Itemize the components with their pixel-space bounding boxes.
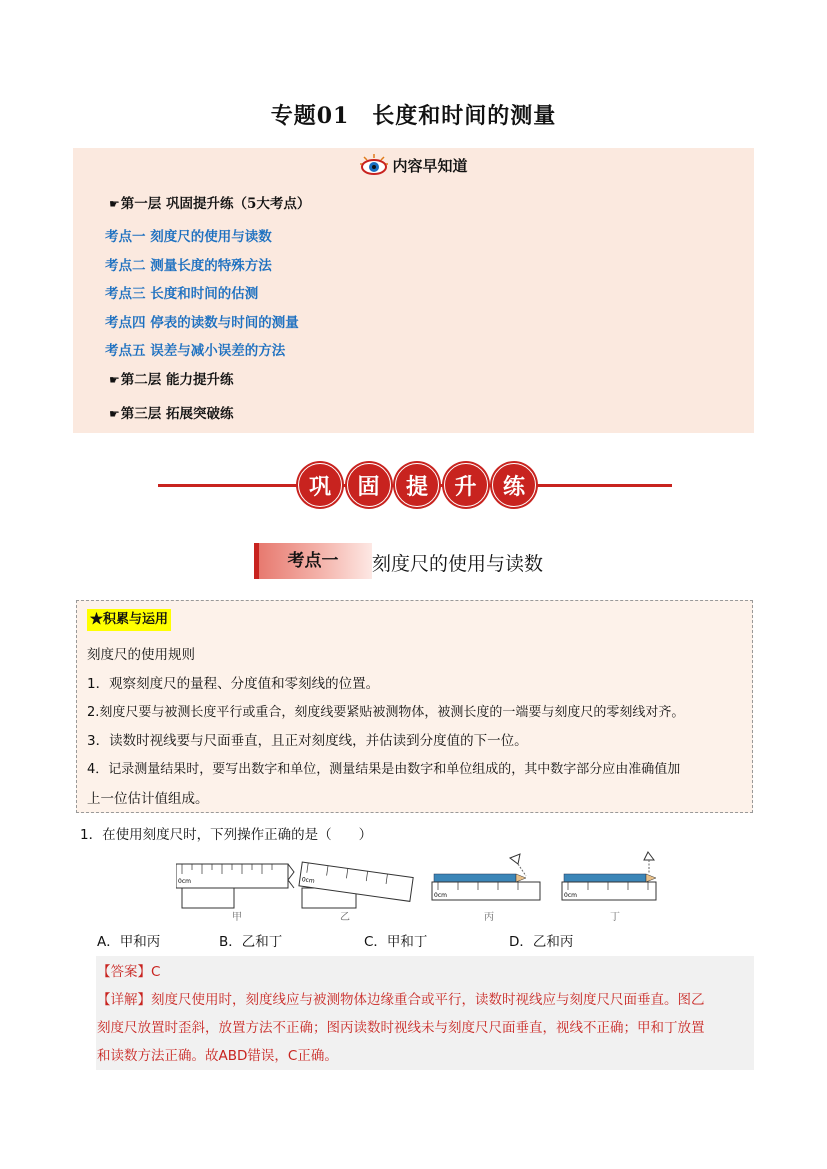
- toc-box: [73, 148, 754, 433]
- ruler-unit-label: 0cm: [301, 876, 316, 885]
- ruler-unit-label: 0cm: [564, 892, 577, 899]
- note-intro: 刻度尺的使用规则: [87, 647, 195, 663]
- question-stem: 1．在使用刻度尺时，下列操作正确的是（ ）: [80, 827, 373, 843]
- option-d[interactable]: D．乙和丙: [509, 934, 574, 950]
- figure-label: 丁: [610, 912, 620, 923]
- figure-label: 甲: [232, 912, 242, 923]
- note-item: 4．记录测量结果时，要写出数字和单位，测量结果是由数字和单位组成的，其中数字部分应由准确值加: [87, 762, 681, 777]
- section-banner: [158, 463, 672, 507]
- banner-char: 固: [347, 463, 391, 507]
- eye-sketch-icon: [510, 854, 526, 876]
- ruler-unit-label: 0cm: [178, 878, 191, 885]
- note-item: 1．观察刻度尺的量程、分度值和零刻线的位置。: [87, 676, 380, 692]
- figure-label: 丙: [484, 912, 494, 923]
- pointing-hand-icon: ☛: [109, 197, 120, 211]
- figure-yi: [299, 862, 413, 908]
- toc-point-1[interactable]: 考点一 刻度尺的使用与读数: [105, 229, 272, 245]
- answer-value: C: [151, 964, 161, 980]
- detail-line: 和读数方法正确。故ABD错误，C正确。: [97, 1048, 338, 1064]
- toc-point-4[interactable]: 考点四 停表的读数与时间的测量: [105, 315, 299, 331]
- banner-char: 巩: [298, 463, 342, 507]
- figure-ding: [562, 852, 656, 900]
- pointing-hand-icon: ☛: [109, 407, 120, 421]
- toc-level-2[interactable]: ☛第二层 能力提升练: [109, 372, 234, 388]
- toc-level-1[interactable]: ☛第一层 巩固提升练（5大考点）: [109, 196, 311, 212]
- detail-line: 刻度尺放置时歪斜，放置方法不正确；图丙读数时视线未与刻度尺尺面垂直，视线不正确；甲和丁放置: [97, 1020, 705, 1036]
- toc-level-3[interactable]: ☛第三层 拓展突破练: [109, 406, 234, 422]
- star-icon: ★: [90, 612, 104, 627]
- note-item: 3．读数时视线要与尺面垂直，且正对刻度线，并估读到分度值的下一位。: [87, 733, 528, 749]
- eye-icon: [359, 154, 389, 180]
- answer-tag: 【答案】: [97, 964, 151, 980]
- option-b[interactable]: B．乙和丁: [219, 934, 283, 950]
- toc-point-3[interactable]: 考点三 长度和时间的估测: [105, 286, 259, 302]
- toc-point-2[interactable]: 考点二 测量长度的特殊方法: [105, 258, 272, 274]
- toc-point-5[interactable]: 考点五 误差与减小误差的方法: [105, 343, 286, 359]
- pointing-hand-icon: ☛: [109, 373, 120, 387]
- figure-label: 乙: [340, 912, 350, 923]
- section-title: 刻度尺的使用与读数: [372, 553, 544, 575]
- toc-heading: [73, 154, 754, 180]
- section-label: 考点一: [287, 551, 339, 571]
- option-c[interactable]: C．甲和丁: [364, 934, 428, 950]
- figure-bing: [432, 854, 540, 900]
- answer-line: [97, 960, 160, 980]
- ruler-figure: [176, 850, 658, 922]
- ruler-unit-label: 0cm: [434, 892, 447, 899]
- banner-char: 练: [492, 463, 536, 507]
- detail-line: 【详解】刻度尺使用时，刻度线应与被测物体边缘重合或平行，读数时视线应与刻度尺尺面垂直。图乙: [97, 992, 705, 1008]
- toc-heading-text: 内容早知道: [392, 157, 468, 175]
- eye-sketch-icon: [644, 852, 654, 874]
- banner-char: 升: [444, 463, 488, 507]
- note-item: 上一位估计值组成。: [87, 791, 209, 807]
- banner-char: 提: [395, 463, 439, 507]
- note-tag: ★积累与运用: [87, 609, 171, 631]
- detail-tag: 【详解】: [97, 992, 151, 1008]
- option-a[interactable]: A．甲和丙: [97, 934, 161, 950]
- figure-jia: [176, 864, 294, 908]
- note-item: 2.刻度尺要与被测长度平行或重合，刻度线要紧贴被测物体，被测长度的一端要与刻度尺的零刻线对齐。: [87, 705, 685, 720]
- page-title: 专题01 长度和时间的测量: [270, 103, 557, 129]
